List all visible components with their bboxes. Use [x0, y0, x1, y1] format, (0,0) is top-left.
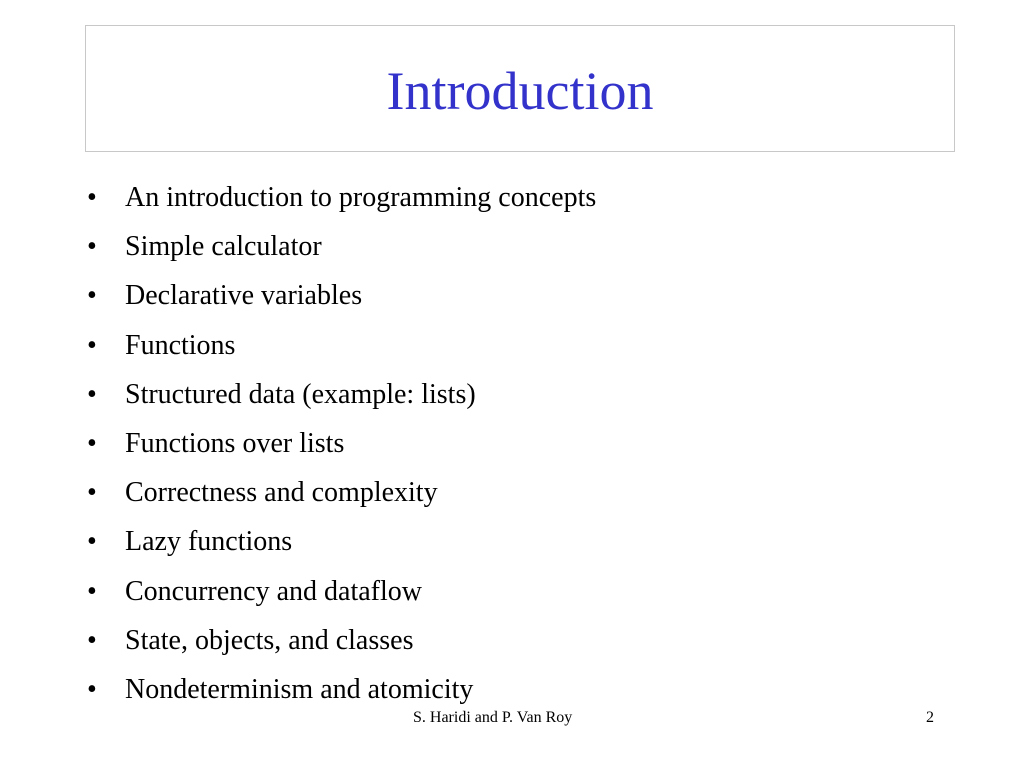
bullet-dot: •: [87, 182, 97, 213]
bullet-dot: •: [87, 673, 97, 705]
bullet-text: Functions: [125, 329, 236, 361]
footer-page-number: 2: [926, 709, 934, 726]
bullet-text: Structured data (example: lists): [125, 378, 476, 410]
bullet-dot: •: [87, 329, 97, 361]
bullet-dot: •: [87, 280, 97, 312]
bullet-text: Nondeterminism and atomicity: [125, 673, 474, 705]
bullet-dot: •: [87, 526, 97, 558]
bullet-text: Correctness and complexity: [125, 477, 438, 509]
bullet-text: Simple calculator: [125, 231, 322, 263]
bullet-dot: •: [87, 231, 97, 263]
bullet-dot: •: [87, 624, 97, 656]
slide-title: Introduction: [386, 60, 654, 121]
bullet-text: An introduction to programming concepts: [125, 182, 597, 213]
bullet-dot: •: [87, 575, 97, 607]
bullet-text: Concurrency and dataflow: [125, 575, 422, 607]
bullet-text: Lazy functions: [125, 526, 293, 558]
title-box: [85, 25, 955, 152]
bullet-dot: •: [87, 378, 97, 410]
bullet-dot: •: [87, 427, 97, 459]
bullet-text: Declarative variables: [125, 280, 363, 312]
bullet-text: Functions over lists: [125, 427, 345, 459]
bullet-dot: •: [87, 477, 97, 509]
bullet-text: State, objects, and classes: [125, 624, 414, 656]
footer-author: S. Haridi and P. Van Roy: [413, 709, 573, 726]
